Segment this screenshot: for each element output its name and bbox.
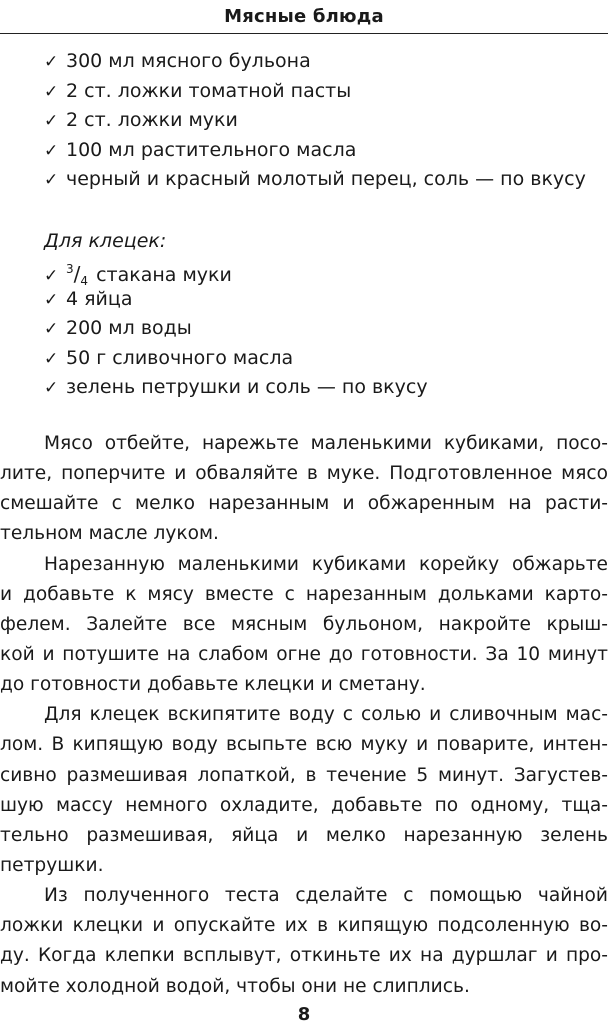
fraction-numerator: 3 (66, 262, 74, 276)
list-item (44, 77, 586, 107)
list-item (44, 285, 428, 315)
text-line: ложки клецки и опускайте их в кипящую подсоленную во- (0, 915, 608, 937)
text-line: кой и потушите на слабом огне до готовности. За 10 минут (0, 643, 608, 665)
text-line: ду. Когда клепки всплывут, откиньте их на дуршлаг и про- (0, 945, 608, 967)
text-line: Нарезанную маленькими кубиками корейку обжарьте (44, 553, 608, 575)
dumplings-ingredients-list (44, 255, 428, 403)
check-icon: ✓ (44, 170, 59, 191)
text-line: Для клецек вскипятите воду с солью и сливочным мас- (44, 704, 608, 726)
list-item (44, 255, 428, 288)
text-line: Из полученного теста сделайте с помощью чайной (44, 885, 608, 907)
dumplings-heading: Для клецек: (44, 230, 167, 252)
text-line: шую массу немного охладите, добавьте по одному, тща- (0, 794, 608, 816)
instructions-body (0, 429, 608, 1002)
list-item (44, 373, 428, 403)
running-header (0, 0, 608, 34)
ingredient-text: 2 ст. ложки муки (66, 109, 238, 132)
list-item (44, 314, 428, 344)
fraction-denominator: 4 (80, 274, 89, 288)
text-line: мойте холодной водой, чтобы они не слиплись. (0, 975, 470, 997)
list-item (44, 106, 586, 136)
check-icon: ✓ (44, 289, 59, 310)
text-line: и добавьте к мясу вместе с нарезанным дольками карто- (0, 583, 608, 605)
page-number: 8 (297, 1004, 311, 1025)
ingredient-text: стакана муки (96, 264, 232, 286)
text-line: тельно размешивая, яйца и мелко нарезанную зелень (0, 824, 608, 846)
check-icon: ✓ (44, 81, 59, 102)
check-icon: ✓ (44, 319, 59, 340)
list-item (44, 344, 428, 374)
text-line: Мясо отбейте, нарежьте маленькими кубиками, посо- (44, 433, 608, 454)
ingredient-text: 200 мл воды (66, 317, 192, 340)
list-item (44, 136, 586, 166)
list-item (44, 165, 586, 195)
ingredient-text: 50 г сливочного масла (66, 346, 294, 369)
text-line: лите, поперчите и обваляйте в муке. Подготовленное мясо (0, 463, 608, 485)
ingredient-text: 300 мл мясного бульона (66, 50, 311, 72)
main-ingredients-list (44, 47, 586, 195)
header-title: Мясные блюда (224, 6, 384, 27)
text-line: петрушки. (0, 854, 104, 876)
ingredient-text: 2 ст. ложки томатной пасты (66, 79, 352, 102)
check-icon: ✓ (44, 378, 59, 399)
fraction-slash: / (73, 262, 81, 286)
text-line: тельном масле луком. (0, 523, 219, 545)
check-icon: ✓ (44, 140, 59, 161)
text-line: смешайте с мелко нарезанным и обжаренным на расти- (0, 493, 608, 515)
text-line: лом. В кипящую воду всыпьте всю муку и поварите, интен- (0, 734, 608, 756)
check-icon: ✓ (44, 111, 59, 132)
ingredient-text: зелень петрушки и соль — по вкусу (66, 376, 428, 399)
check-icon: ✓ (44, 52, 59, 72)
text-line: сивно размешивая лопаткой, в течение 5 минут. Загустев- (0, 764, 608, 786)
text-line: фелем. Залейте все мясным бульоном, накройте крыш- (0, 613, 608, 635)
list-item (44, 47, 586, 77)
ingredient-text: 100 мл растительного масла (66, 138, 357, 161)
text-line: до готовности добавьте клецки и сметану. (0, 674, 426, 696)
ingredient-text: черный и красный молотый перец, соль — по вкусу (66, 168, 586, 191)
check-icon: ✓ (44, 348, 59, 369)
check-icon: ✓ (44, 266, 59, 286)
ingredient-text: 4 яйца (66, 287, 133, 310)
